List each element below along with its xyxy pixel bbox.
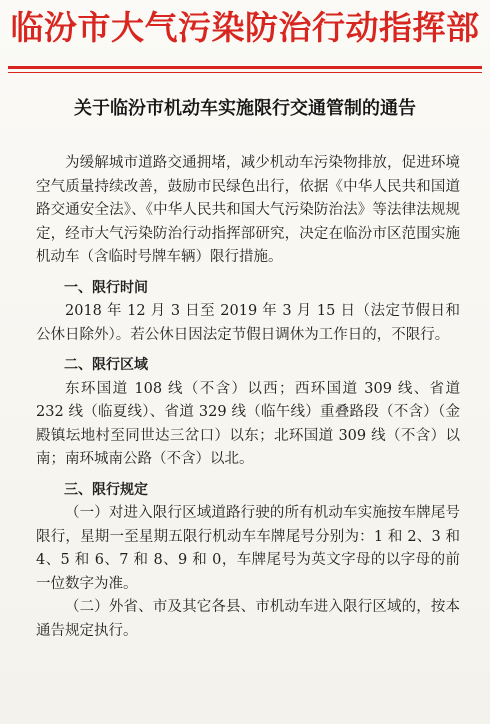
section-heading-time: 一、限行时间 <box>64 279 148 296</box>
spacer <box>36 347 460 353</box>
document-body <box>36 152 460 643</box>
section-text-time: 2018 年 12 月 3 日至 2019 年 3 月 15 日（法定节假日和公休日除外）。若公休日因法定节假日调休为工作日的，不限行。 <box>36 303 460 343</box>
header-rule-thick <box>8 66 482 69</box>
spacer <box>36 270 460 276</box>
section-heading-rules: 三、限行规定 <box>64 481 148 498</box>
header-rule-thin <box>8 72 482 73</box>
section-text-area: 东环国道 108 线（不含）以西；西环国道 309 线、省道 232 线（临夏线）、省道 329 线（临午线）重叠路段（不含）（金殿镇坛地村至同世达三岔口）以东；北环国道 309 线（不含）以南；南环城南公路（不含）以北。 <box>36 380 460 467</box>
org-header: 临汾市大气污染防治行动指挥部 <box>10 8 480 47</box>
rules-item-2: （二）外省、市及其它各县、市机动车进入限行区域的，按本通告规定执行。 <box>36 599 460 639</box>
intro-paragraph: 为缓解城市道路交通拥堵，减少机动车污染物排放，促进环境空气质量持续改善，鼓励市民绿色出行，依据《中华人民共和国道路交通安全法》、《中华人民共和国大气污染防治法》等法律法规规定，经市大气污染防治行动指挥部研究，决定在临汾市区范围实施机动车（含临时号牌车辆）限行措施。 <box>36 155 460 265</box>
rules-item-1: （一）对进入限行区域道路行驶的所有机动车实施按车牌尾号限行，星期一至星期五限行机动车车牌尾号分别为：1 和 2、3 和 4、5 和 6、7 和 8、9 和 0，车牌尾号为英文字母的以字母的前一位数字为准。 <box>36 505 460 592</box>
section-heading-area: 二、限行区域 <box>64 357 148 373</box>
doc-title: 关于临汾市机动车实施限行交通管制的通告 <box>74 98 416 119</box>
spacer <box>36 472 460 478</box>
